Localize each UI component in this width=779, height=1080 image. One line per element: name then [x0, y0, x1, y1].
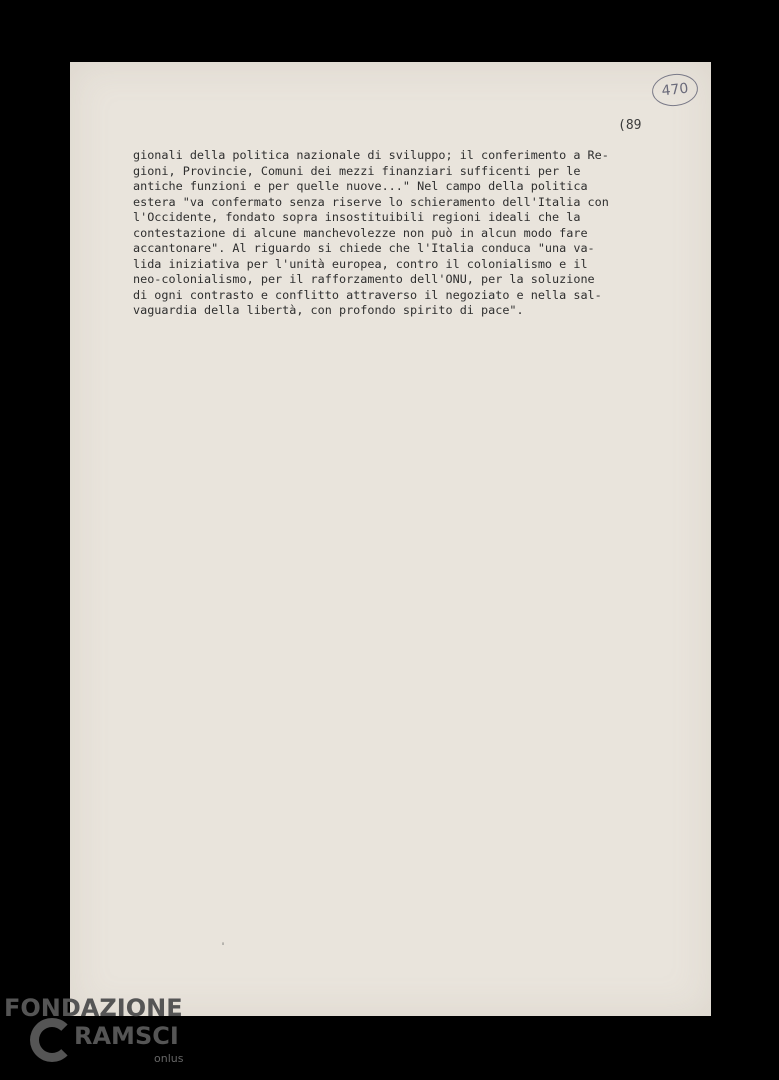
text-line: neo-colonialismo, per il rafforzamento dell'ONU, per la soluzione [133, 272, 595, 286]
text-line: estera "va confermato senza riserve lo schieramento dell'Italia con [133, 194, 609, 209]
document-page [70, 62, 711, 1016]
text-line: di ogni contrasto e conflitto attraverso il negoziato e nella sal- [133, 287, 602, 302]
text-line: gionali della politica nazionale di sviluppo; il conferimento a Re- [133, 148, 609, 162]
archive-stamp: 470 [650, 72, 699, 109]
text-line: antiche funzioni e per quelle nuove..." Nel campo della politica [133, 179, 588, 193]
foundation-watermark [4, 992, 204, 1076]
page-number: (89 [618, 118, 642, 133]
typewritten-text [133, 148, 693, 319]
watermark-line-3: onlus [154, 1052, 184, 1065]
stray-mark: ˈ [220, 942, 227, 953]
text-line: l'Occidente, fondato sopra insostituibili regioni ideali che la [133, 210, 581, 224]
text-line: vaguardia della libertà, con profondo spirito di pace". [133, 303, 524, 317]
watermark-g-icon [30, 1018, 74, 1062]
text-line: contestazione di alcune manchevolezze non può in alcun modo fare [133, 225, 588, 240]
text-line: gioni, Provincie, Comuni dei mezzi finanziari sufficenti per le [133, 163, 581, 178]
watermark-line-2: RAMSCI [74, 1022, 179, 1050]
text-line: accantonare". Al riguardo si chiede che l'Italia conduca "una va- [133, 241, 595, 255]
watermark-line-1: FONDAZIONE [4, 994, 183, 1022]
text-line: lida iniziativa per l'unità europea, contro il colonialismo e il [133, 256, 588, 271]
